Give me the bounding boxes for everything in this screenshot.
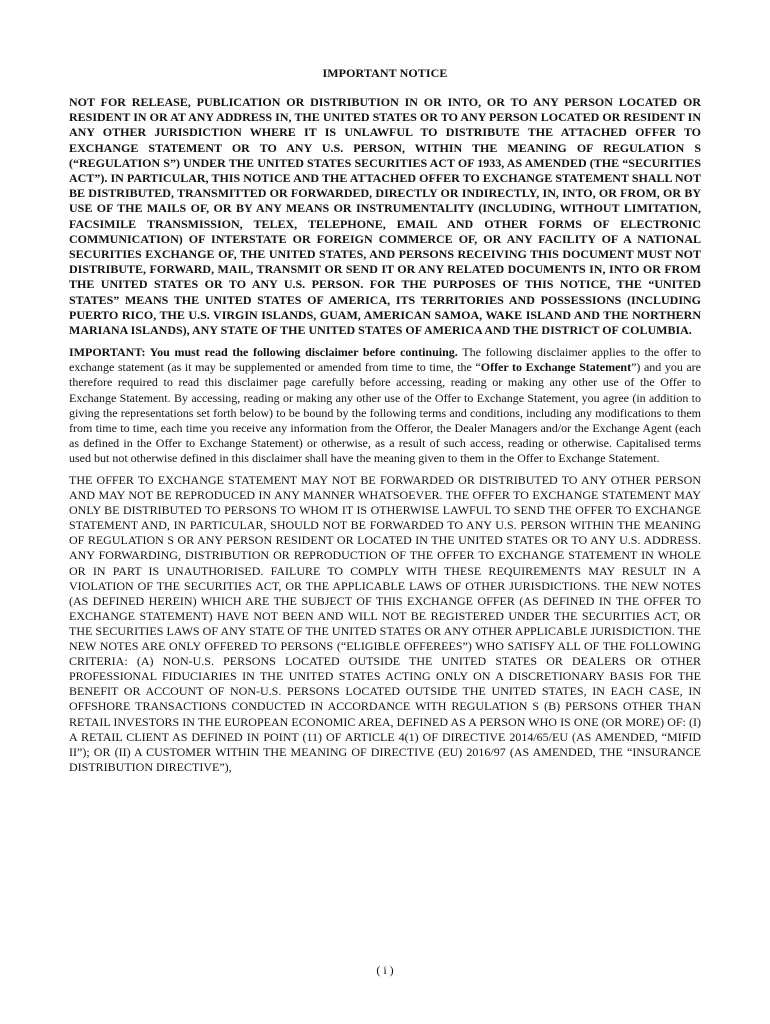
notice-title: IMPORTANT NOTICE bbox=[322, 66, 448, 80]
defined-term-offer-to-exchange-statement: Offer to Exchange Statement bbox=[480, 360, 632, 375]
distribution-restriction-paragraph: NOT FOR RELEASE, PUBLICATION OR DISTRIBUTION IN OR INTO, OR TO ANY PERSON LOCATED OR RESIDENT IN OR AT ANY ADDRESS IN, THE UNITED STATES OR TO ANY PERSON LOCATED OR RESIDENT IN ANY OTHER JURISDICTION WHERE IT IS UNLAWFUL TO DISTRIBUTE THE ATTACHED OFFER TO EXCHANGE STATEMENT OR TO ANY U.S. PERSON, WITHIN THE MEANING OF REGULATION S (“REGULATION S”) UNDER THE UNITED STATES SECURITIES ACT OF 1933, AS AMENDED (THE “SECURITIES ACT”). IN PARTICULAR, THIS NOTICE AND THE ATTACHED OFFER TO EXCHANGE STATEMENT SHALL NOT BE DISTRIBUTED, TRANSMITTED OR FORWARDED, DIRECTLY OR INDIRECTLY, IN, INTO, OR FROM, OR BY USE OF THE MAILS OF, OR BY ANY MEANS OR INSTRUMENTALITY (INCLUDING, WITHOUT LIMITATION, FACSIMILE TRANSMISSION, TELEX, TELEPHONE, EMAIL AND OTHER FORMS OF ELECTRONIC COMMUNICATION) OF INTERSTATE OR FOREIGN COMMERCE OF, OR ANY FACILITY OF A NATIONAL SECURITIES EXCHANGE OF, THE UNITED STATES, AND PERSONS RECEIVING THIS DOCUMENT MUST NOT DISTRIBUTE, FORWARD, MAIL, TRANSMIT OR SEND IT OR ANY RELATED DOCUMENTS IN, INTO OR FROM THE UNITED STATES OR TO ANY U.S. PERSON. FOR THE PURPOSES OF THIS NOTICE, THE “UNITED STATES” MEANS THE UNITED STATES OF AMERICA, ITS TERRITORIES AND POSSESSIONS (INCLUDING PUERTO RICO, THE U.S. VIRGIN ISLANDS, GUAM, AMERICAN SAMOA, WAKE ISLAND AND THE NORTHERN MARIANA ISLANDS), ANY STATE OF THE UNITED STATES OF AMERICA AND THE DISTRICT OF COLUMBIA. bbox=[69, 95, 701, 338]
page-number: ( i ) bbox=[376, 963, 394, 977]
disclaimer-lead: IMPORTANT: You must read the following disclaimer before continuing. bbox=[69, 345, 458, 360]
document-page bbox=[69, 66, 701, 775]
disclaimer-text-2: ”) and you are therefore required to read this disclaimer page carefully before accessing, reading or making any other use of the Offer to Exchange Statement. By accessing, reading or making any other use of the Offer to Exchange Statement, you agree (in addition to giving the representations set forth below) to be bound by the following terms and conditions, including any modifications to them from time to time, each time you receive any information from the Offeror, the Dealer Managers and/or the Exchange Agent (each as defined in the Offer to Exchange Statement) or otherwise, as a result of such access, reading or otherwise. Capitalised terms used but not otherwise defined in this disclaimer shall have the meaning given to them in the Offer to Exchange Statement. bbox=[69, 360, 702, 465]
offer-restriction-paragraph: THE OFFER TO EXCHANGE STATEMENT MAY NOT BE FORWARDED OR DISTRIBUTED TO ANY OTHER PERSON AND MAY NOT BE REPRODUCED IN ANY MANNER WHATSOEVER. THE OFFER TO EXCHANGE STATEMENT MAY ONLY BE DISTRIBUTED TO PERSONS TO WHOM IT IS OTHERWISE LAWFUL TO SEND THE OFFER TO EXCHANGE STATEMENT AND, IN PARTICULAR, SHOULD NOT BE FORWARDED TO ANY U.S. PERSON WITHIN THE MEANING OF REGULATION S OR ANY PERSON RESIDENT OR LOCATED IN THE UNITED STATES OR TO ANY U.S. ADDRESS. ANY FORWARDING, DISTRIBUTION OR REPRODUCTION OF THE OFFER TO EXCHANGE STATEMENT IN WHOLE OR IN PART IS UNAUTHORISED. FAILURE TO COMPLY WITH THESE REQUIREMENTS MAY RESULT IN A VIOLATION OF THE SECURITIES ACT, OR THE APPLICABLE LAWS OF OTHER JURISDICTIONS. THE NEW NOTES (AS DEFINED HEREIN) WHICH ARE THE SUBJECT OF THIS EXCHANGE OFFER (AS DEFINED IN THE OFFER TO EXCHANGE STATEMENT) HAVE NOT BEEN AND WILL NOT BE REGISTERED UNDER THE SECURITIES ACT, OR THE SECURITIES LAWS OF ANY STATE OF THE UNITED STATES OR ANY OTHER APPLICABLE JURISDICTION. THE NEW NOTES ARE ONLY OFFERED TO PERSONS (“ELIGIBLE OFFEREES”) WHO SATISFY ALL OF THE FOLLOWING CRITERIA: (A) NON-U.S. PERSONS LOCATED OUTSIDE THE UNITED STATES OR DEALERS OR OTHER PROFESSIONAL FIDUCIARIES IN THE UNITED STATES ACTING ONLY ON A DISCRETIONARY BASIS FOR THE BENEFIT OR ACCOUNT OF NON-U.S. PERSONS LOCATED OUTSIDE THE UNITED STATES, IN EACH CASE, IN OFFSHORE TRANSACTIONS CONDUCTED IN ACCORDANCE WITH REGULATION S (B) PERSONS OTHER THAN RETAIL INVESTORS IN THE EUROPEAN ECONOMIC AREA, DEFINED AS A PERSON WHO IS ONE (OR MORE) OF: (I) A RETAIL CLIENT AS DEFINED IN POINT (11) OF ARTICLE 4(1) OF DIRECTIVE 2014/65/EU (AS AMENDED, “MIFID II”); OR (II) A CUSTOMER WITHIN THE MEANING OF DIRECTIVE (EU) 2016/97 (AS AMENDED, THE “INSURANCE DISTRIBUTION DIRECTIVE”), bbox=[69, 473, 701, 774]
disclaimer-paragraph bbox=[69, 345, 701, 466]
disclaimer-text-1: The following disclaimer applies to the offer to exchange statement (as it may be supplemented or amended from time to time, the “ bbox=[69, 345, 701, 375]
